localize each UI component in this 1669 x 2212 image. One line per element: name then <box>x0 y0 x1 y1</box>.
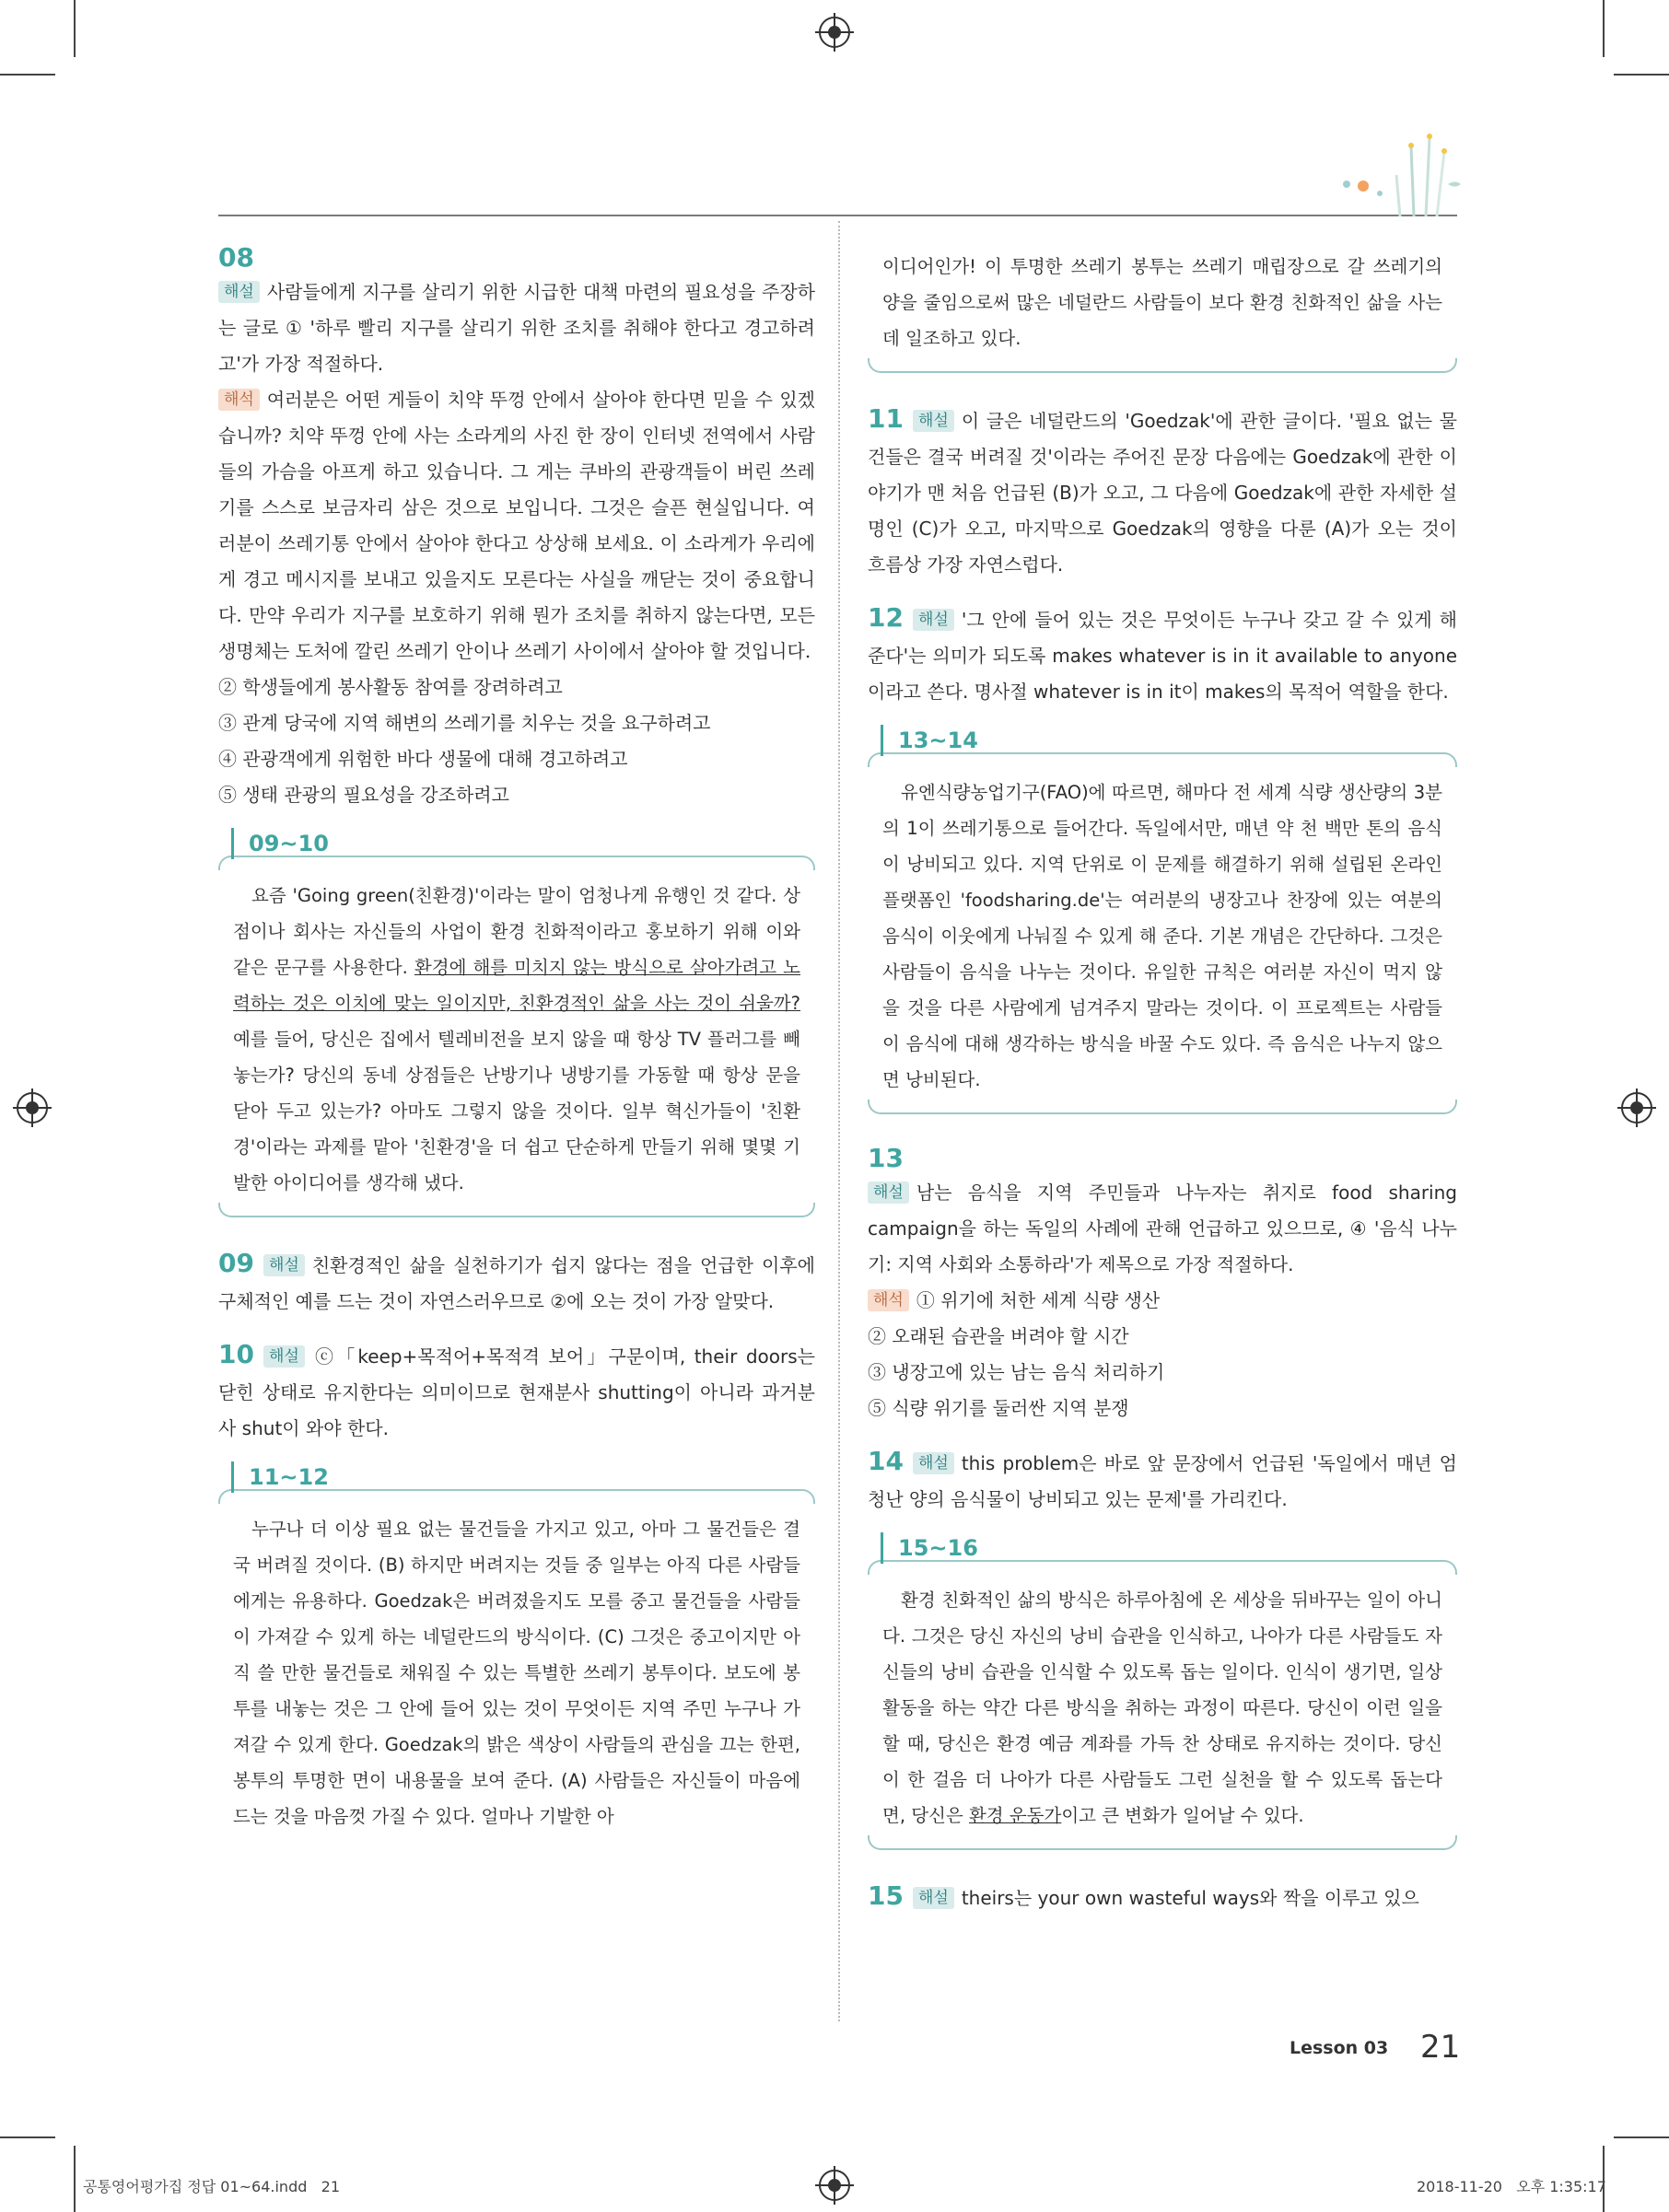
question-14 <box>868 1443 1457 1518</box>
question-number: 10 <box>218 1339 254 1369</box>
passage-text: 유엔식량농업기구(FAO)에 따르면, 해마다 전 세계 식량 생산량의 3분의 1이 쓰레기통으로 들어간다. 독일에서만, 매년 약 천 백만 톤의 음식이 낭비되고 있다. 지역 단위로 이 문제를 해결하기 위해 설립된 온라인 플랫폼인 'foodsharing.de'는 여러분의 냉장고나 찬장에 있는 여분의 음식이 이웃에게 나눠질 수 있게 해 준다. 기본 개념은 간단하다. 그것은 사람들이 음식을 나누는 것이다. 유일한 규칙은 여러분 자신이 먹지 않을 것을 다른 사람에게 넘겨주지 말라는 것이다. 이 프로젝트는 사람들이 음식에 대해 생각하는 방식을 바꿀 수도 있다. 즉 음식은 나누지 않으면 낭비된다. <box>882 782 1442 1090</box>
passage-text: 누구나 더 이상 필요 없는 물건들을 가지고 있고, 아마 그 물건들은 결국 버려질 것이다. (B) 하지만 버려지는 것들 중 일부는 아직 다른 사람들에게는 유용하다. Goedzak은 버려졌을지도 모를 중고 물건들을 사람들이 가져갈 수 있게 하는 네덜란드의 방식이다. (C) 그것은 중고이지만 아직 쓸 만한 물건들로 채워질 수 있는 특별한 쓰레기 봉투이다. 보도에 봉투를 내놓는 것은 그 안에 들어 있는 것이 무엇이든 지역 주민 누구나 가져갈 수 있게 한다. Goedzak의 밝은 색상이 사람들의 관심을 끄는 한편, 봉투의 투명한 면이 내용물을 보여 준다. (A) 사람들은 자신들이 마음에 드는 것을 마음껏 가질 수 있다. 얼마나 기발한 아 <box>233 1519 800 1827</box>
question-number: 13 <box>868 1143 904 1173</box>
option-item: ② 오래된 습관을 버려야 할 시간 <box>868 1325 1129 1347</box>
explanation-text: ⓒ「keep+목적어+목적격 보어」구문이며, their doors는 닫힌 상태로 유지한다는 의미이므로 현재분사 shutting이 아니라 과거분사 shut이 와야 한다. <box>218 1345 815 1439</box>
explanation-text: 친환경적인 삶을 실천하기가 쉽지 않다는 점을 언급한 이후에 구체적인 예를 드는 것이 자연스러우므로 ②에 오는 것이 가장 알맞다. <box>218 1254 815 1312</box>
right-column <box>868 241 1457 1916</box>
explanation-tag: 해설 <box>913 1887 954 1909</box>
explanation-text: 이 글은 네덜란드의 'Goedzak'에 관한 글이다. '필요 없는 물건들은 결국 버려질 것'이라는 주어진 문장 다음에는 Goedzak에 관한 이야기가 맨 처음 언급된 (B)가 오고, 그 다음에 Goedzak에 관한 자세한 설명인 (C)가 오고, 마지막으로 Goedzak의 영향을 다룬 (A)가 오는 것이 흐름상 가장 자연스럽다. <box>868 410 1457 576</box>
print-timestamp: 2018-11-20 오후 1:35:17 <box>1417 2178 1606 2195</box>
lesson-label: Lesson 03 <box>1290 2038 1389 2058</box>
explanation-tag: 해설 <box>218 281 260 303</box>
explanation-tag: 해설 <box>913 410 954 432</box>
crop-mark <box>74 0 76 57</box>
crop-mark <box>74 2146 76 2212</box>
column-divider <box>838 221 840 2021</box>
passage-box-header: 15~16 <box>881 1532 978 1564</box>
question-number: 11 <box>868 403 904 434</box>
left-column <box>218 241 815 1866</box>
question-number: 15 <box>868 1880 904 1911</box>
question-13 <box>868 1142 1457 1426</box>
option-item: ⑤ 식량 위기를 둘러싼 지역 분쟁 <box>868 1397 1129 1419</box>
passage-box-09-10 <box>218 831 815 1217</box>
explanation-text: '그 안에 들어 있는 것은 무엇이든 누구나 갖고 갈 수 있게 해 준다'는 의미가 되도록 makes whatever is in it available to anyone이라고 쓴다. 명사절 whatever is in it이 makes의 목적어 역할을 한다. <box>868 609 1457 703</box>
question-09 <box>218 1245 815 1320</box>
crop-mark <box>0 74 55 76</box>
page-number: 21 <box>1420 2029 1461 2066</box>
question-15 <box>868 1878 1457 1916</box>
passage-box-header: 11~12 <box>231 1461 329 1493</box>
option-item: ④ 관광객에게 위험한 바다 생물에 대해 경고하려고 <box>218 748 628 770</box>
crop-mark <box>1603 0 1605 57</box>
question-number: 08 <box>218 242 254 273</box>
passage-box-13-14 <box>868 728 1457 1114</box>
registration-mark-icon <box>17 1092 48 1123</box>
passage-box-11-12 <box>218 1464 815 1838</box>
passage-box-15-16 <box>868 1535 1457 1850</box>
passage-box-11-12-continued <box>868 241 1457 373</box>
explanation-tag: 해설 <box>913 609 954 631</box>
explanation-tag: 해설 <box>913 1452 954 1474</box>
question-08 <box>218 241 815 813</box>
translation-tag: 해석 <box>218 389 260 411</box>
crop-mark <box>1614 2136 1669 2138</box>
explanation-tag: 해설 <box>263 1254 305 1276</box>
registration-mark-icon <box>1621 1092 1652 1123</box>
header-rule <box>218 215 1457 216</box>
crop-mark <box>0 2136 55 2138</box>
explanation-text: this problem은 바로 앞 문장에서 언급된 '독일에서 매년 엄청난 양의 음식물이 낭비되고 있는 문제'를 가리킨다. <box>868 1452 1457 1510</box>
registration-mark-icon <box>819 17 850 48</box>
option-item: ② 학생들에게 봉사활동 참여를 장려하려고 <box>218 676 563 698</box>
question-11 <box>868 401 1457 583</box>
question-12 <box>868 600 1457 710</box>
question-number: 09 <box>218 1248 254 1278</box>
passage-box-header: 09~10 <box>231 828 329 859</box>
passage-box-header: 13~14 <box>881 725 978 756</box>
explanation-text: 남는 음식을 지역 주민들과 나누자는 취지로 food sharing campaign을 하는 독일의 사례에 관해 언급하고 있으므로, ④ '음식 나누기: 지역 사회와 소통하라'가 제목으로 가장 적절하다. <box>868 1182 1457 1275</box>
passage-text: 요즘 'Going green(친환경)'이라는 말이 엄청나게 유행인 것 같다. 상점이나 회사는 자신들의 사업이 환경 친화적이라고 홍보하기 위해 이와 같은 문구를 사용한다. 환경에 해를 미치지 않는 방식으로 살아가려고 노력하는 것은 이치에 맞는 일이지만, 친환경적인 삶을 사는 것이 쉬울까? 예를 들어, 당신은 집에서 텔레비전을 보지 않을 때 항상 TV 플러그를 빼놓는가? 당신의 동네 상점들은 난방기나 냉방기를 가동할 때 항상 문을 닫아 두고 있는가? 아마도 그렇지 않을 것이다. 일부 혁신가들이 '친환경'이라는 과제를 맡아 '친환경'을 더 쉽고 단순하게 만들기 위해 몇몇 기발한 아이디어를 생각해 냈다. <box>233 885 800 1193</box>
translation-text: 여러분은 어떤 게들이 치약 뚜껑 안에서 살아야 한다면 믿을 수 있겠습니까? 치약 뚜껑 안에 사는 소라게의 사진 한 장이 인터넷 전역에서 사람들의 가슴을 아프게 하고 있습니다. 그 게는 쿠바의 관광객들이 버린 쓰레기를 스스로 보금자리 삼은 것으로 보입니다. 그것은 슬픈 현실입니다. 여러분이 쓰레기통 안에서 살아야 한다고 상상해 보세요. 이 소라게가 우리에게 경고 메시지를 보내고 있을지도 모른다는 사실을 깨닫는 것이 중요합니다. 만약 우리가 지구를 보호하기 위해 뭔가 조치를 취하지 않는다면, 모든 생명체는 도처에 깔린 쓰레기 안이나 쓰레기 사이에서 살아야 할 것입니다. <box>218 389 815 662</box>
crop-mark <box>1614 74 1669 76</box>
flower-decoration-icon <box>1326 129 1465 216</box>
registration-mark-icon <box>819 2170 850 2201</box>
option-item: ③ 관계 당국에 지역 해변의 쓰레기를 치우는 것을 요구하려고 <box>218 712 711 734</box>
explanation-text: 사람들에게 지구를 살리기 위한 시급한 대책 마련의 필요성을 주장하는 글로 ① '하루 빨리 지구를 살리기 위한 조치를 취해야 한다고 경고하려고'가 가장 적절하다. <box>218 281 815 375</box>
passage-text: 환경 친화적인 삶의 방식은 하루아침에 온 세상을 뒤바꾸는 일이 아니다. 그것은 당신 자신의 낭비 습관을 인식하고, 나아가 다른 사람들도 자신들의 낭비 습관을 인식할 수 있도록 돕는 일이다. 인식이 생기면, 일상 활동을 하는 약간 다른 방식을 취하는 과정이 따른다. 당신이 이런 일을 할 때, 당신은 환경 예금 계좌를 가득 찬 상태로 유지하는 것이다. 당신이 한 걸음 더 나아가 다른 사람들도 그런 실천을 할 수 있도록 돕는다면, 당신은 환경 운동가이고 큰 변화가 일어날 수 있다. <box>882 1589 1442 1826</box>
question-number: 12 <box>868 602 904 633</box>
option-item: ③ 냉장고에 있는 남는 음식 처리하기 <box>868 1361 1165 1383</box>
translation-tag: 해석 <box>868 1289 909 1311</box>
passage-text: 이디어인가! 이 투명한 쓰레기 봉투는 쓰레기 매립장으로 갈 쓰레기의 양을 줄임으로써 많은 네덜란드 사람들이 보다 환경 친화적인 삶을 사는 데 일조하고 있다. <box>882 256 1442 349</box>
explanation-tag: 해설 <box>263 1345 305 1368</box>
option-item: ⑤ 생태 관광의 필요성을 강조하려고 <box>218 784 509 806</box>
file-name: 공통영어평가집 정답 01~64.indd 21 <box>83 2178 341 2195</box>
question-10 <box>218 1336 815 1447</box>
option-item: ① 위기에 처한 세계 식량 생산 <box>916 1289 1161 1311</box>
underlined-sentence: 환경에 해를 미치지 않는 방식으로 살아가려고 노력하는 것은 이치에 맞는 일이지만, 친환경적인 삶을 사는 것이 쉬울까? <box>233 957 800 1014</box>
question-number: 14 <box>868 1446 904 1476</box>
underlined-phrase: 환경 운동가 <box>968 1805 1062 1826</box>
explanation-text: theirs는 your own wasteful ways와 짝을 이루고 있으 <box>961 1887 1419 1909</box>
explanation-tag: 해설 <box>868 1182 909 1204</box>
